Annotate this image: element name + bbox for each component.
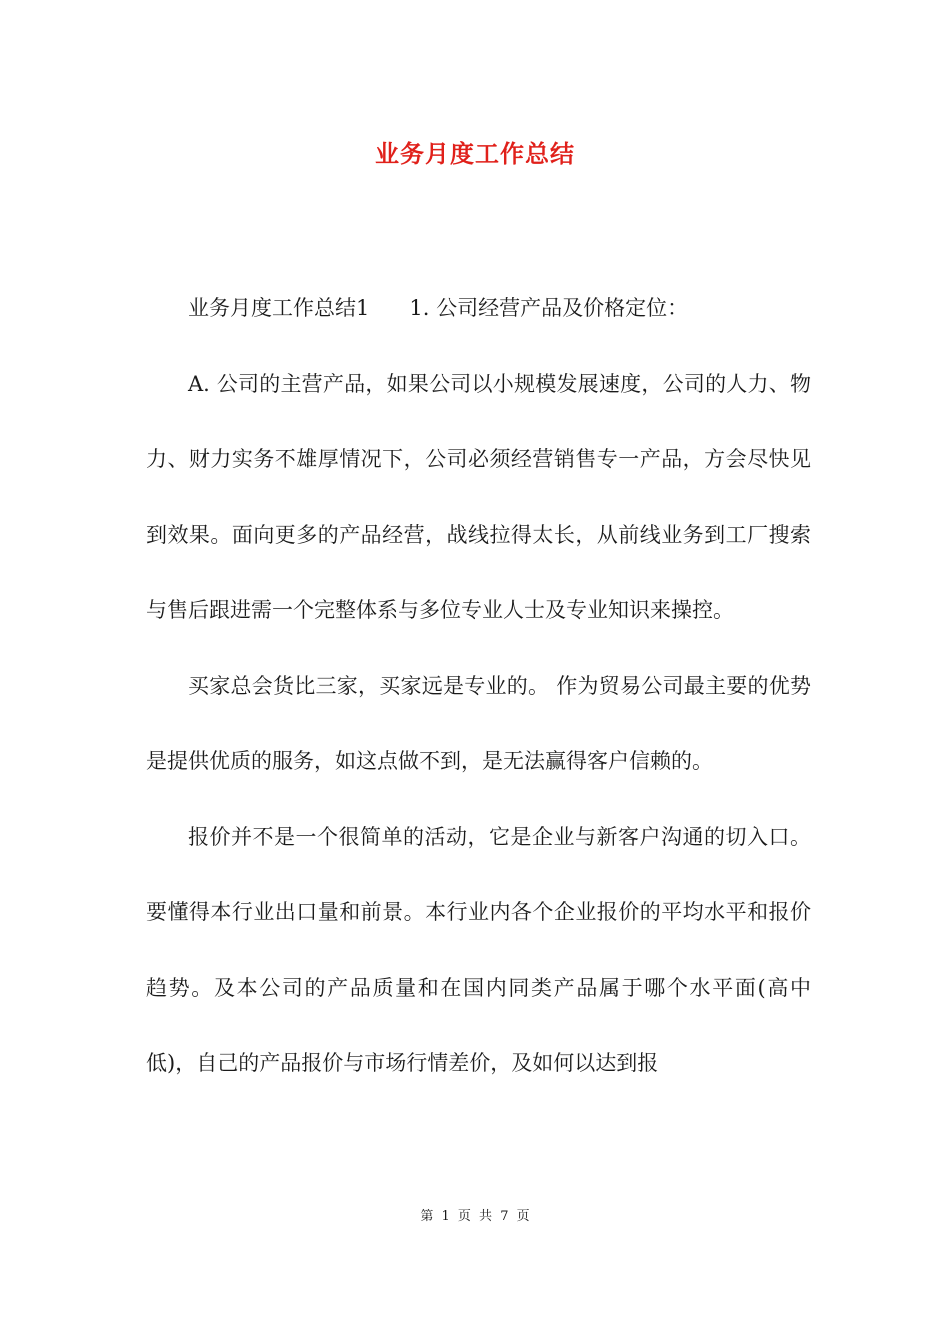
paragraph: A. 公司的主营产品，如果公司以小规模发展速度，公司的人力、物力、财力实务不雄厚情况下，公司必须经营销售专一产品，方会尽快见到效果。面向更多的产品经营，战线拉得太长，从前线业务到工厂搜索与售后跟进需一个完整体系与多位专业人士及专业知识来操控。 xyxy=(146,371,811,622)
section-heading-right: 1. 公司经营产品及价格定位： xyxy=(409,296,689,320)
paragraph: 买家总会货比三家，买家远是专业的。 作为贸易公司最主要的优势是提供优质的服务，如这点做不到，是无法赢得客户信赖的。 xyxy=(146,673,811,773)
section-heading-line xyxy=(146,271,811,347)
page-number-footer: 第 1 页 共 7 页 xyxy=(420,1209,530,1224)
document-title: 业务月度工作总结 xyxy=(375,139,575,168)
paragraph: 报价并不是一个很简单的活动，它是企业与新客户沟通的切入口。要懂得本行业出口量和前景。本行业内各个企业报价的平均水平和报价趋势。及本公司的产品质量和在国内同类产品属于哪个水平面(高中低)，自己的产品报价与市场行情差价，及如何以达到报 xyxy=(146,824,811,1075)
section-heading-left: 业务月度工作总结1 xyxy=(188,296,370,320)
document-body xyxy=(146,271,811,1102)
